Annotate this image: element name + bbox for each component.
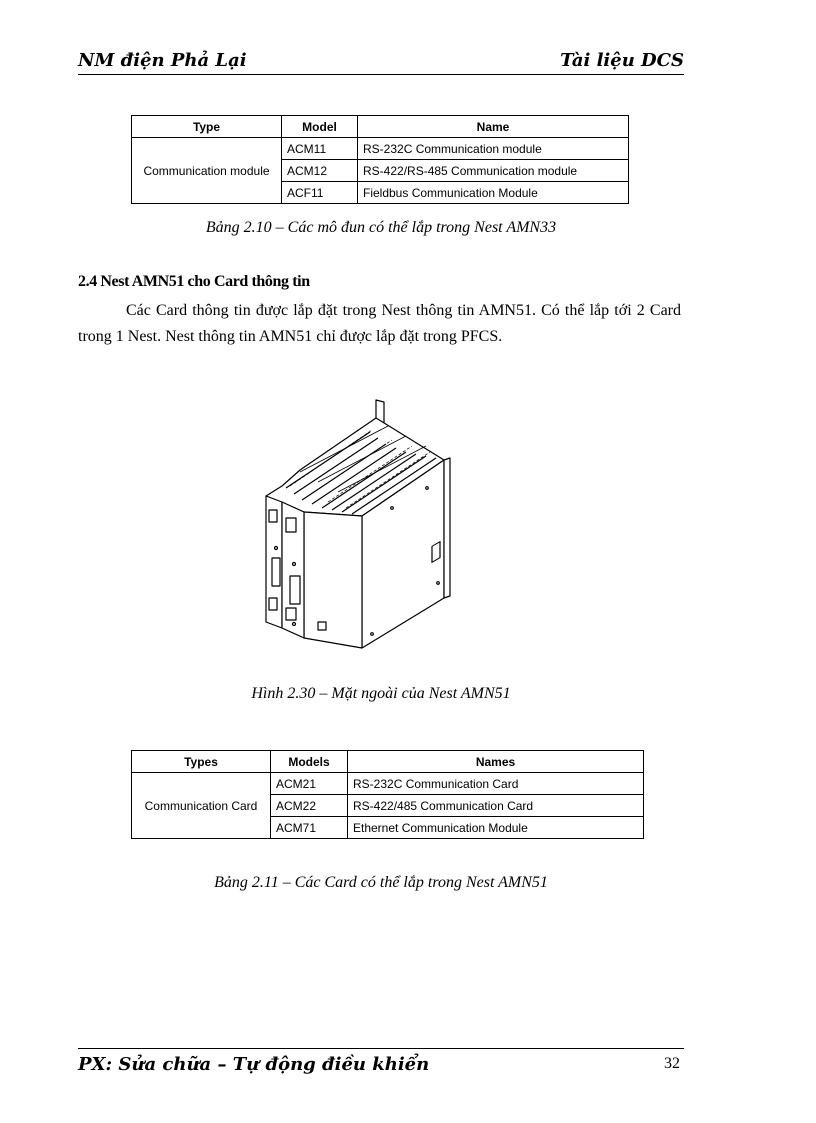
model-cell: ACM12 — [282, 160, 358, 182]
column-header-name: Name — [358, 116, 629, 138]
section-title: 2.4 Nest AMN51 cho Card thông tin — [78, 273, 310, 290]
table-row — [132, 138, 629, 160]
column-header-type: Type — [132, 116, 282, 138]
column-header-model: Model — [282, 116, 358, 138]
paragraph-text: Các Card thông tin được lắp đặt trong Nest thông tin AMN51. Có thể lắp tới 2 Card trong 1 Nest. Nest thông tin AMN51 chỉ được lắp đặt trong PFCS. — [78, 302, 681, 345]
page-number: 32 — [664, 1055, 680, 1072]
modules-table — [131, 115, 629, 204]
name-cell: RS-422/485 Communication Card — [348, 795, 644, 817]
table-header-row — [132, 116, 629, 138]
model-cell: ACM21 — [271, 773, 348, 795]
nest-amn51-drawing — [242, 398, 460, 654]
table-header-row — [132, 751, 644, 773]
model-cell: ACF11 — [282, 182, 358, 204]
model-cell: ACM22 — [271, 795, 348, 817]
name-cell: RS-232C Communication Card — [348, 773, 644, 795]
cards-table — [131, 750, 644, 839]
page-header — [78, 48, 684, 75]
page-footer — [78, 1048, 684, 1075]
name-cell: Fieldbus Communication Module — [358, 182, 629, 204]
model-cell: ACM71 — [271, 817, 348, 839]
footer-department: PX: Sửa chữa – Tự động điều khiển — [78, 1054, 430, 1075]
name-cell: Ethernet Communication Module — [348, 817, 644, 839]
section-paragraph — [78, 298, 681, 350]
model-cell: ACM11 — [282, 138, 358, 160]
table-row — [132, 773, 644, 795]
header-left-text: NM điện Phả Lại — [78, 50, 247, 71]
name-cell: RS-232C Communication module — [358, 138, 629, 160]
column-header-models: Models — [271, 751, 348, 773]
type-cell: Communication module — [132, 138, 282, 204]
column-header-names: Names — [348, 751, 644, 773]
column-header-types: Types — [132, 751, 271, 773]
header-right-text: Tài liệu DCS — [560, 50, 684, 71]
nest-amn51-figure — [242, 398, 460, 654]
type-cell: Communication Card — [132, 773, 271, 839]
table2-caption: Bảng 2.11 – Các Card có thể lắp trong Nest AMN51 — [214, 874, 548, 891]
figure-caption: Hình 2.30 – Mặt ngoài của Nest AMN51 — [251, 685, 511, 702]
table1-caption: Bảng 2.10 – Các mô đun có thể lắp trong Nest AMN33 — [205, 219, 557, 236]
name-cell: RS-422/RS-485 Communication module — [358, 160, 629, 182]
